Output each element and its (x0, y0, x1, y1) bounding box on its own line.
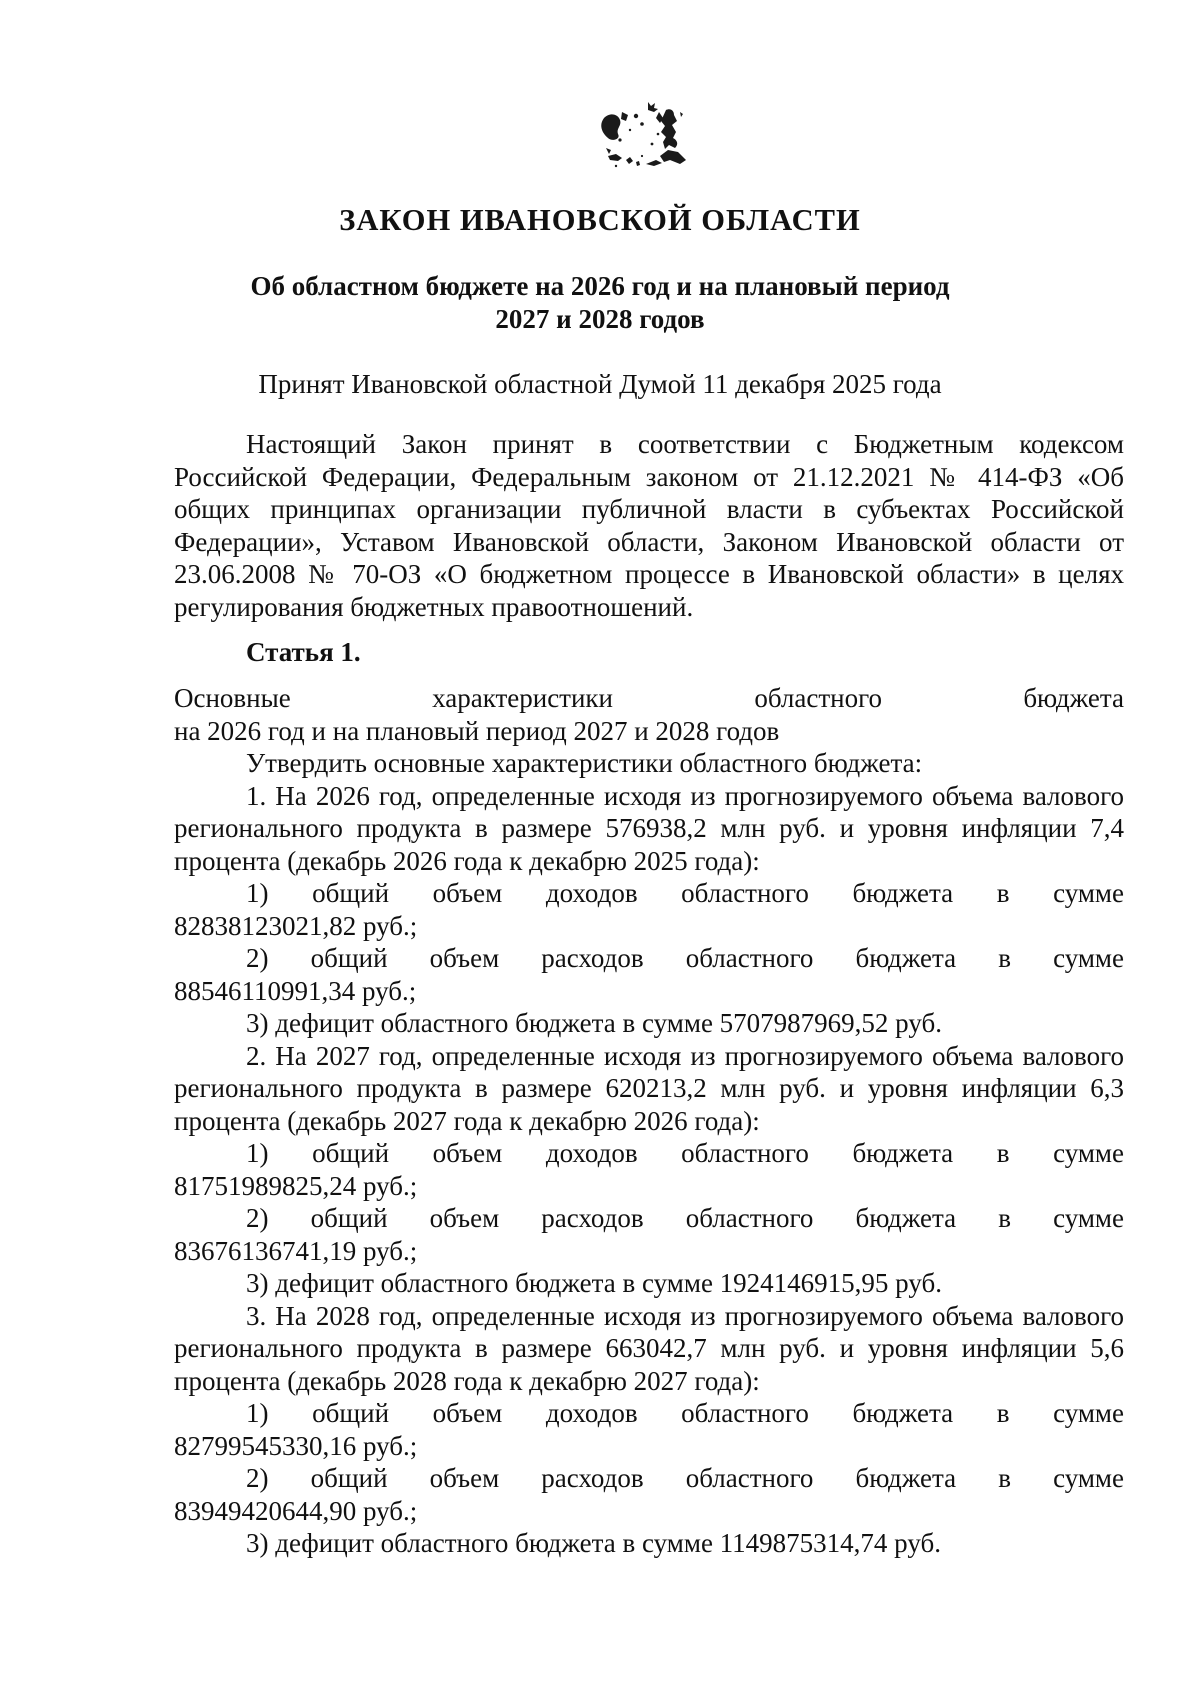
expense-line: 2) общий объем расходов областного бюджета в сумме (246, 943, 1124, 973)
law-subtitle-line: 2027 и 2028 годов (495, 304, 705, 334)
article-intro: Утвердить основные характеристики областного бюджета: (246, 748, 923, 778)
adoption-note: Принят Ивановской областной Думой 11 декабря 2025 года (258, 369, 942, 399)
deficit-line: 3) дефицит областного бюджета в сумме 1924146915,95 руб. (246, 1268, 942, 1298)
coat-of-arms-emblem-icon (596, 100, 706, 182)
article-number: Статья 1. (246, 637, 361, 667)
article-1-heading (174, 636, 1124, 668)
expense-amount: 83949420644,90 руб.; (174, 1495, 418, 1526)
budget-year-paragraph: 1. На 2026 год, определенные исходя из прогнозируемого объема валового регионального продукта в размере 576938,2 млн руб. и уровня инфляции 7,4 процента (декабрь 2026 года к декабрю 2025 года): (174, 780, 1124, 876)
preamble-paragraph: Настоящий Закон принят в соответствии с Бюджетным кодексом Российской Федерации, Федеральным законом от 21.12.2021 № 414-ФЗ «Об общих принципах организации публичной власти в субъектах Российской Федерации», Уставом Ивановской области, Законом Ивановской области от 23.06.2008 № 70-ОЗ «О бюджетном процессе в Ивановской области» в целях регулирования бюджетных правоотношений. (174, 429, 1124, 622)
expense-line: 2) общий объем расходов областного бюджета в сумме (246, 1203, 1124, 1233)
deficit-line: 3) дефицит областного бюджета в сумме 1149875314,74 руб. (246, 1528, 941, 1558)
income-amount: 82838123021,82 руб.; (174, 910, 418, 941)
expense-amount: 88546110991,34 руб.; (174, 975, 417, 1006)
article-title (400, 636, 1124, 668)
law-subtitle (0, 270, 1200, 336)
law-subtitle-line: Об областном бюджете на 2026 год и на плановый период (250, 271, 950, 301)
law-body (174, 428, 1124, 1560)
article-title-line: Основные характеристики областного бюджета (174, 683, 1124, 713)
article-title-line: на 2026 год и на плановый период 2027 и 2028 годов (174, 715, 780, 746)
income-amount: 82799545330,16 руб.; (174, 1430, 418, 1461)
budget-year-paragraph: 3. На 2028 год, определенные исходя из прогнозируемого объема валового регионального продукта в размере 663042,7 млн руб. и уровня инфляции 5,6 процента (декабрь 2028 года к декабрю 2027 года): (174, 1300, 1124, 1396)
budget-year-paragraph: 2. На 2027 год, определенные исходя из прогнозируемого объема валового регионального продукта в размере 620213,2 млн руб. и уровня инфляции 6,3 процента (декабрь 2027 года к декабрю 2026 года): (174, 1040, 1124, 1136)
expense-line: 2) общий объем расходов областного бюджета в сумме (246, 1463, 1124, 1493)
law-title: ЗАКОН ИВАНОВСКОЙ ОБЛАСТИ (339, 203, 861, 237)
deficit-line: 3) дефицит областного бюджета в сумме 5707987969,52 руб. (246, 1008, 942, 1038)
income-line: 1) общий объем доходов областного бюджета в сумме (246, 878, 1124, 908)
income-line: 1) общий объем доходов областного бюджета в сумме (246, 1398, 1124, 1428)
expense-amount: 83676136741,19 руб.; (174, 1235, 418, 1266)
income-amount: 81751989825,24 руб.; (174, 1170, 418, 1201)
income-line: 1) общий объем доходов областного бюджета в сумме (246, 1138, 1124, 1168)
